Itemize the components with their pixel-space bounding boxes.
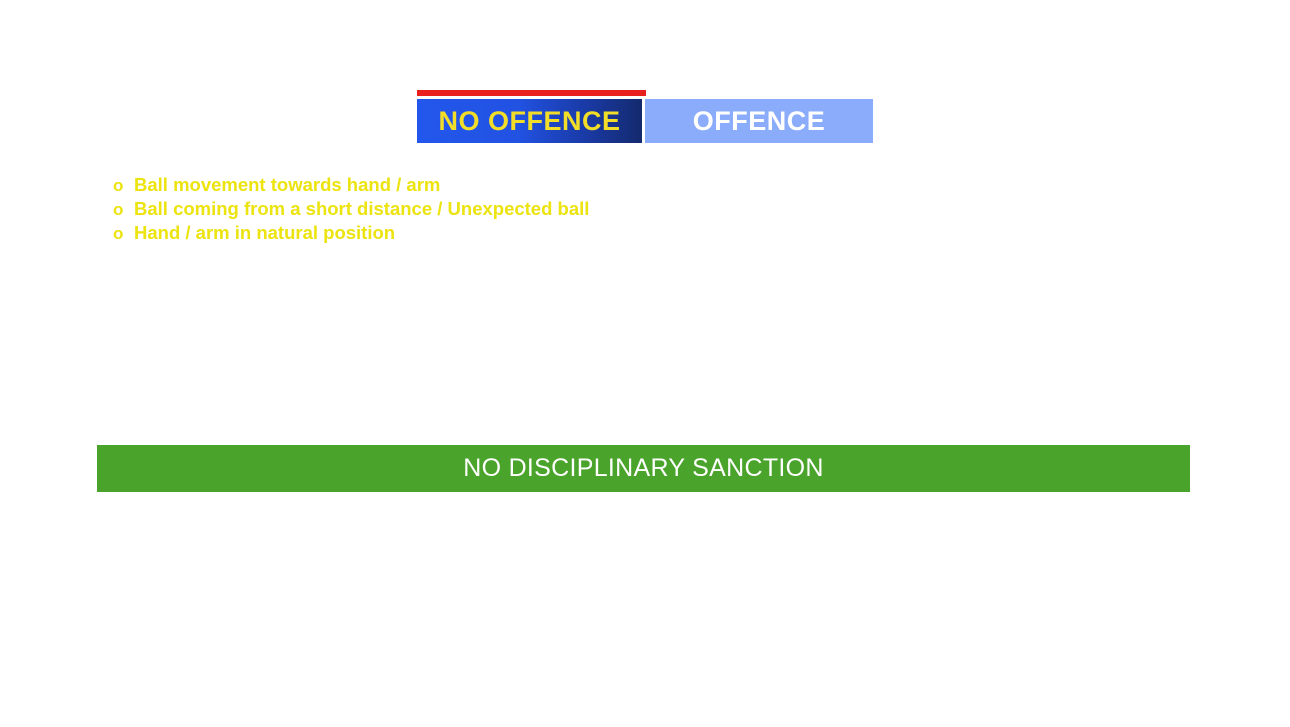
- list-item: [113, 221, 589, 245]
- sanction-banner: [97, 445, 1190, 492]
- list-item: [113, 173, 589, 197]
- sanction-banner-label: NO DISCIPLINARY SANCTION: [463, 454, 824, 482]
- active-tab-indicator-bar: [417, 90, 646, 96]
- tab-offence[interactable]: [645, 99, 873, 143]
- criteria-item-text: Hand / arm in natural position: [134, 222, 396, 243]
- bullet-icon: o: [113, 200, 124, 219]
- list-item: [113, 197, 589, 221]
- criteria-item-text: Ball movement towards hand / arm: [134, 174, 441, 195]
- tab-no-offence-label: NO OFFENCE: [438, 105, 621, 136]
- no-offence-criteria-list: [113, 173, 589, 245]
- tab-no-offence[interactable]: [417, 99, 642, 143]
- tab-offence-label: OFFENCE: [692, 105, 826, 136]
- bullet-icon: o: [113, 224, 124, 243]
- bullet-icon: o: [113, 176, 124, 195]
- criteria-item-text: Ball coming from a short distance / Unexpected ball: [134, 198, 590, 219]
- offence-tab-group: [417, 99, 873, 143]
